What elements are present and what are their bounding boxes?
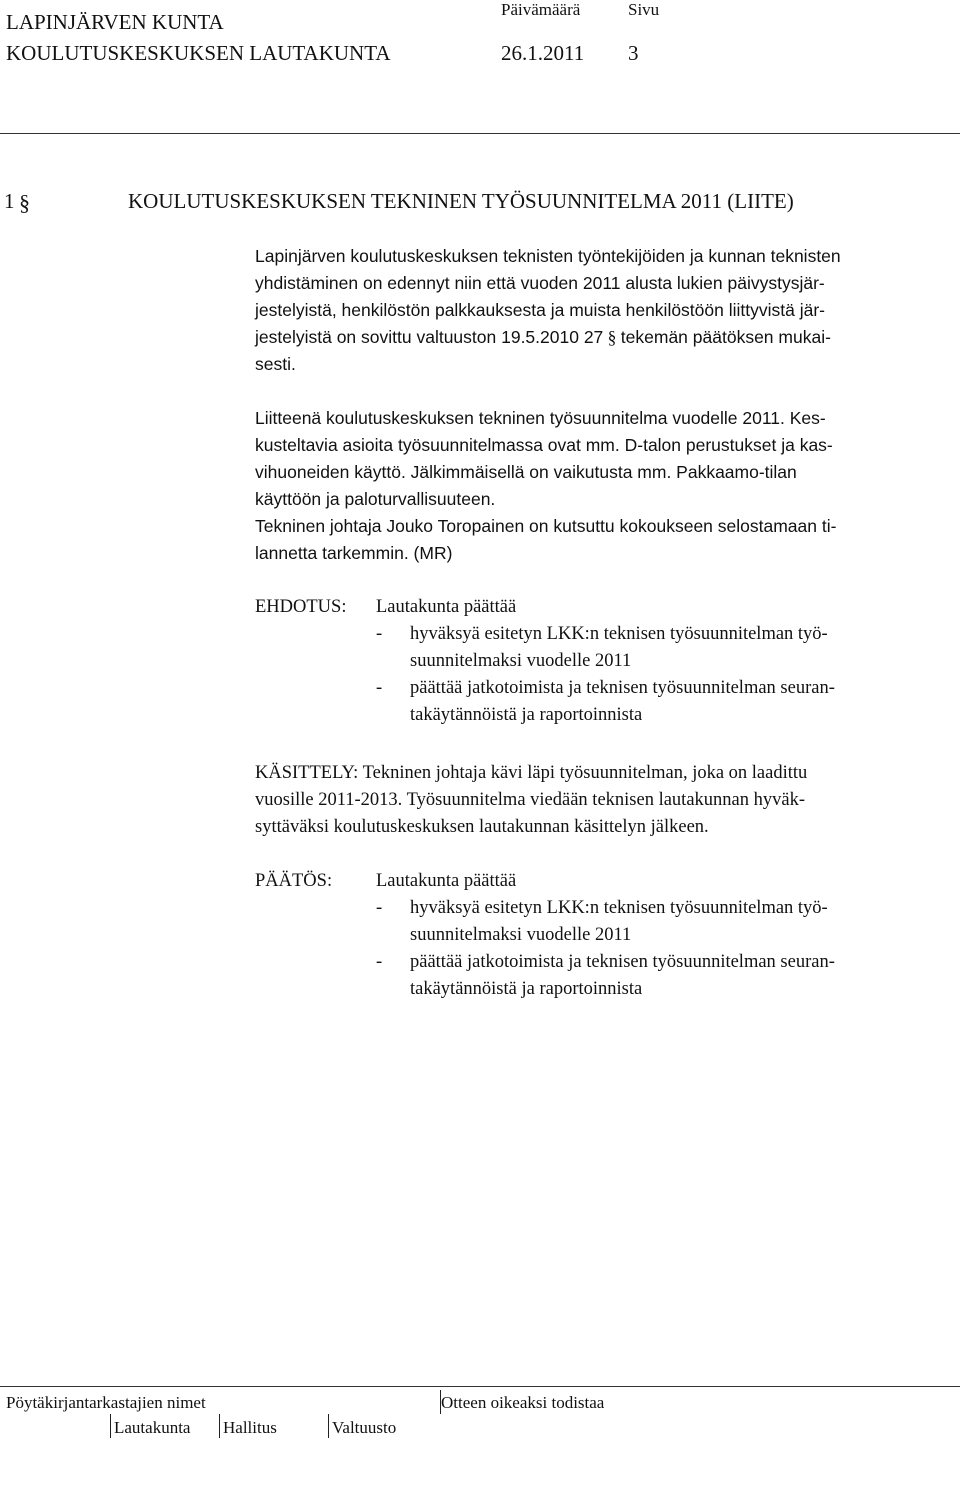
para1-line [255, 324, 831, 351]
page-label: Sivu [628, 0, 660, 19]
para1-line: Lapinjärven koulutuskeskuksen teknisten työntekijöiden ja kunnan teknisten [255, 246, 841, 266]
para2-line: Tekninen johtaja Jouko Toropainen on kutsuttu kokoukseen selostamaan ti- [255, 516, 837, 536]
para1-line-text: jestelyistä on sovittu valtuuston 19.5.2010 27 [255, 327, 604, 347]
board-name: KOULUTUSKESKUKSEN LAUTAKUNTA [6, 41, 391, 65]
handling-line: KÄSITTELY: Tekninen johtaja kävi läpi työsuunnitelman, joka on laadittu [255, 763, 808, 783]
decision-dash: - [376, 898, 383, 918]
section-sign-icon: § [603, 327, 621, 347]
signer-council: Valtuusto [332, 1418, 397, 1437]
proposal-point-cont: suunnitelmaksi vuodelle 2011 [410, 651, 632, 671]
para2-line: käyttöön ja paloturvallisuuteen. [255, 489, 496, 509]
para2-line: vihuoneiden käyttö. Jälkimmäisellä on vaikutusta mm. Pakkaamo-tilan [255, 462, 797, 482]
date-label: Päivämäärä [501, 0, 581, 19]
proposal-label: EHDOTUS: [255, 597, 347, 617]
header-divider [0, 133, 960, 134]
signer-box-divider [328, 1414, 329, 1438]
decision-point: hyväksyä esitetyn LKK:n teknisen työsuunnitelman työ- [410, 898, 828, 918]
signer-government: Hallitus [223, 1418, 277, 1437]
svg-text:§: § [19, 190, 30, 215]
proposal-dash: - [376, 678, 383, 698]
decision-label: PÄÄTÖS: [255, 871, 333, 891]
para2-line: lannetta tarkemmin. (MR) [255, 543, 453, 563]
handling-line: syttäväksi koulutuskeskuksen lautakunnan käsittelyn jälkeen. [255, 817, 709, 837]
decision-point: päättää jatkotoimista ja teknisen työsuunnitelman seuran- [410, 952, 835, 972]
footer-divider [0, 1386, 960, 1387]
inspectors-label: Pöytäkirjantarkastajien nimet [6, 1393, 206, 1412]
page-number: 3 [628, 41, 639, 65]
proposal-point-cont: takäytännöistä ja raportoinnista [410, 705, 643, 725]
signer-board: Lautakunta [114, 1418, 191, 1437]
signer-box-divider [219, 1414, 220, 1438]
proposal-dash: - [376, 624, 383, 644]
proposal-point: hyväksyä esitetyn LKK:n teknisen työsuunnitelman työ- [410, 624, 828, 644]
organization-name: LAPINJÄRVEN KUNTA [6, 10, 224, 34]
para2-line: Liitteenä koulutuskeskuksen tekninen työsuunnitelma vuodelle 2011. Kes- [255, 408, 826, 428]
para1-line: yhdistäminen on edennyt niin että vuoden 2011 alusta lukien päivystysjär- [255, 273, 825, 293]
decision-point-cont: suunnitelmaksi vuodelle 2011 [410, 925, 632, 945]
signer-box-divider [110, 1414, 111, 1438]
handling-line: vuosille 2011-2013. Työsuunnitelma viedään teknisen lautakunnan hyväk- [255, 790, 805, 810]
certified-label: Otteen oikeaksi todistaa [441, 1393, 605, 1412]
decision-dash: - [376, 952, 383, 972]
item-title: KOULUTUSKESKUKSEN TEKNINEN TYÖSUUNNITELMA 2011 (LIITE) [128, 189, 794, 213]
meeting-date: 26.1.2011 [501, 41, 585, 65]
para1-line-tail: tekemän päätöksen mukai- [620, 327, 831, 347]
decision-intro: Lautakunta päättää [376, 871, 517, 891]
para1-line: jestelyistä, henkilöstön palkkauksesta ja muista henkilöstöön liittyvistä jär- [255, 300, 825, 320]
footer-column-divider [440, 1390, 446, 1414]
section-sign-icon [17, 186, 35, 218]
proposal-point: päättää jatkotoimista ja teknisen työsuunnitelman seuran- [410, 678, 835, 698]
item-number: 1 [4, 189, 15, 213]
decision-point-cont: takäytännöistä ja raportoinnista [410, 979, 643, 999]
para2-line: kusteltavia asioita työsuunnitelmassa ovat mm. D-talon perustukset ja kas- [255, 435, 833, 455]
para1-line: sesti. [255, 354, 296, 374]
proposal-intro: Lautakunta päättää [376, 597, 517, 617]
